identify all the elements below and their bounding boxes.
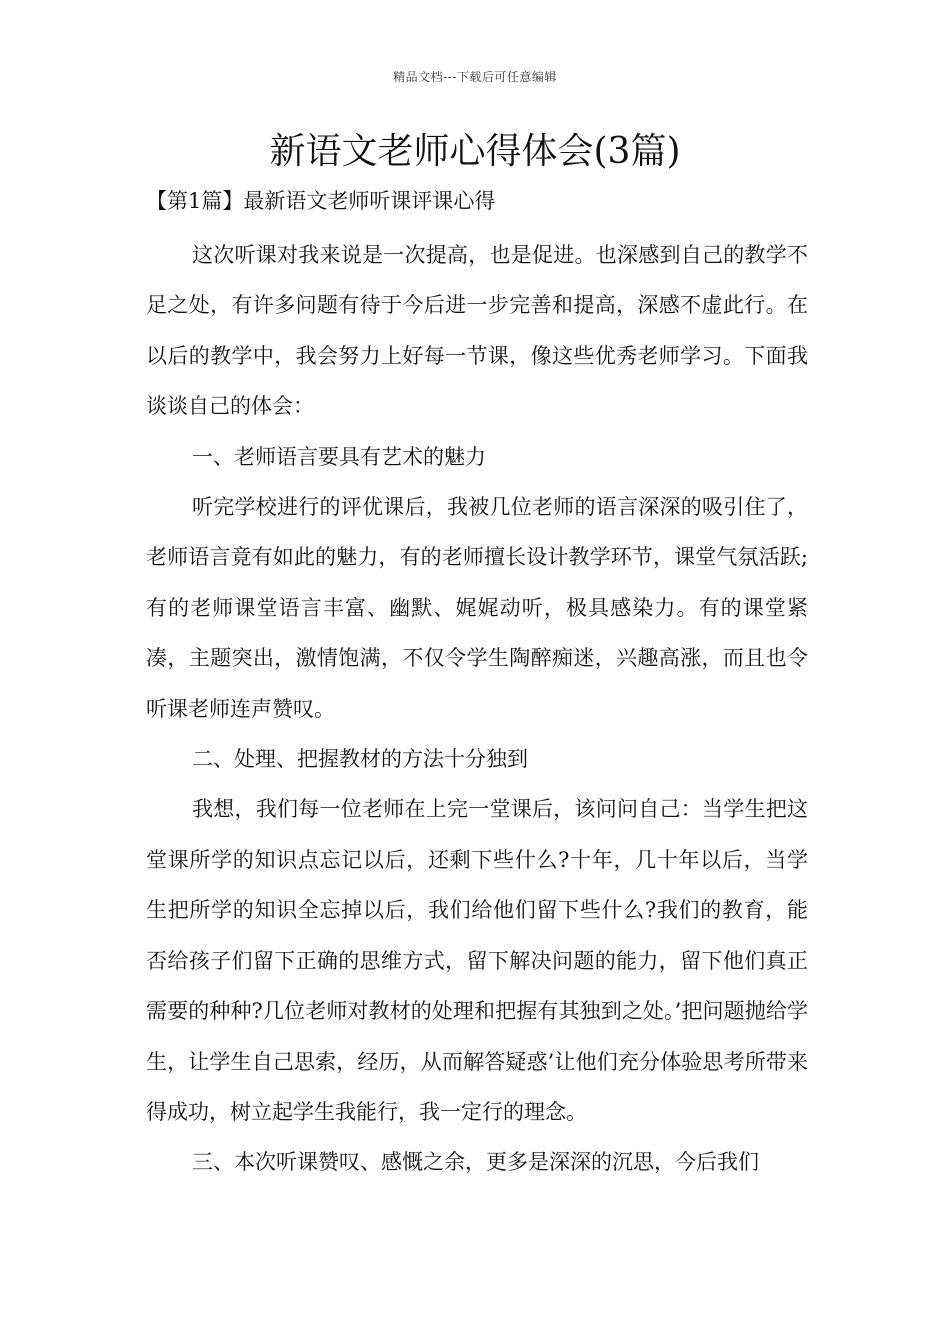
subheading-reflection: 三、本次听课赞叹、感慨之余，更多是深深的沉思，今后我们 <box>192 1150 759 1175</box>
paragraph-language: 听完学校进行的评优课后，我被几位老师的语言深深的吸引住了，老师语言竟有如此的魅力，有的老师擅长设计教学环节，课堂气氛活跃;有的老师课堂语言丰富、幽默、娓娓动听，极具感染力。有的课堂紧凑，主题突出，激情饱满，不仅令学生陶醉痴迷，兴趣高涨，而且也令听课老师连声赞叹。 <box>146 495 808 721</box>
section-heading: 【第1篇】最新语文老师听课评课心得 <box>146 189 496 213</box>
paragraph-intro: 这次听课对我来说是一次提高，也是促进。也深感到自己的教学不足之处，有许多问题有待于今后进一步完善和提高，深感不虚此行。在以后的教学中，我会努力上好每一节课，像这些优秀老师学习。下面我谈谈自己的体会： <box>146 243 808 419</box>
paragraph-materials: 我想，我们每一位老师在上完一堂课后，该问问自己：当学生把这堂课所学的知识点忘记以后，还剩下些什么?十年，几十年以后，当学生把所学的知识全忘掉以后，我们给他们留下些什么?我们的教育，能否给孩子们留下正确的思维方式，留下解决问题的能力，留下他们真正需要的种种?几位老师对教材的处理和把握有其独到之处。’把问题抛给学生，让学生自己思索，经历，从而解答疑惑’让他们充分体验思考所带来得成功，树立起学生我能行，我一定行的理念。 <box>146 797 808 1124</box>
subheading-language: 一、老师语言要具有艺术的魅力 <box>192 444 486 469</box>
document-title: 新语文老师心得体会(3篇) <box>269 131 681 172</box>
subheading-materials: 二、处理、把握教材的方法十分独到 <box>192 747 528 772</box>
header-note: 精品文档---下载后可任意编辑 <box>393 70 557 84</box>
body-text <box>146 230 808 1188</box>
